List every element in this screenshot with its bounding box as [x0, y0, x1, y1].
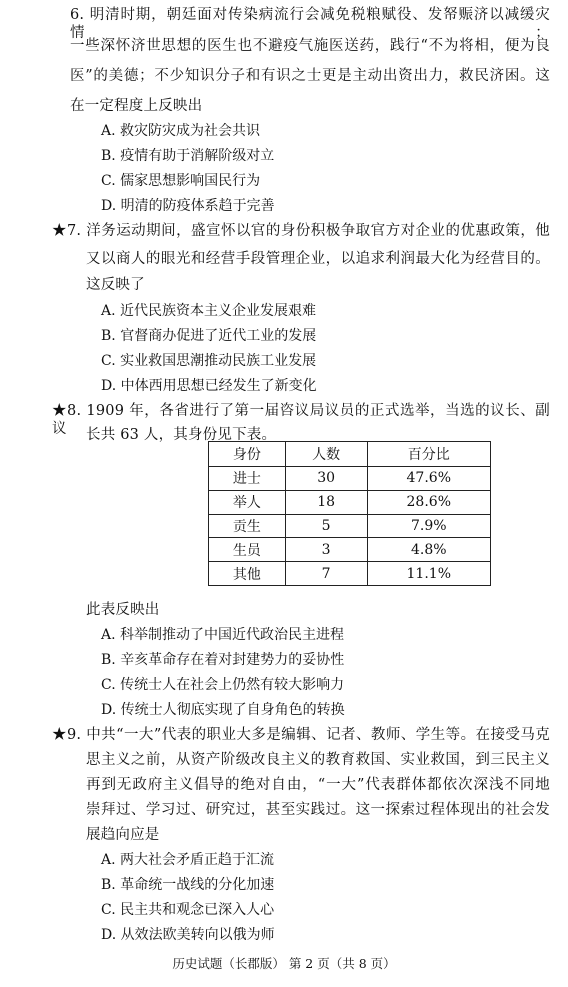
question-7-option-d: D. 中体西用思想已经发生了新变化 — [101, 378, 317, 394]
identity-table — [208, 441, 491, 586]
table-cell: 贡生 — [209, 514, 286, 538]
question-9-option-b: B. 革命统一战线的分化加速 — [101, 877, 275, 893]
question-9-line-4: 崇拜过、学习过、研究过，甚至实践过。这一探索过程体现出的社会发 — [86, 802, 550, 818]
question-7-option-a: A. 近代民族资本主义企业发展艰难 — [101, 303, 317, 319]
table-cell: 生员 — [209, 538, 286, 562]
table-cell: 18 — [285, 490, 367, 514]
question-8-line-2: 长共 63 人，其身份见下表。 — [86, 427, 277, 443]
question-9-line-2: 思主义之前，从资产阶级改良主义的教育救国、实业救国，到三民主义 — [86, 752, 550, 768]
question-6-option-d: D. 明清的防疫体系趋于完善 — [101, 198, 275, 214]
question-7-line-1: ★7. 洋务运动期间，盛宣怀以官的身份积极争取官方对企业的优惠政策，他 — [52, 223, 550, 239]
table-cell: 47.6% — [367, 467, 490, 491]
table-cell: 7 — [285, 562, 367, 586]
question-6-line-3: 医”的美德；不少知识分子和有识之士更是主动出资出力，救民济困。这 — [70, 68, 550, 84]
question-6-line-2: 一些深怀济世思想的医生也不避疫气施医送药，践行“不为将相，便为良 — [70, 38, 550, 54]
page-footer: 历史试题（长郡版） 第 2 页（共 8 页） — [172, 956, 396, 971]
table-header-row — [209, 442, 491, 467]
table-cell: 3 — [285, 538, 367, 562]
table-cell: 举人 — [209, 490, 286, 514]
question-8-option-b: B. 辛亥革命存在着对封建势力的妥协性 — [101, 652, 345, 668]
question-9-option-a: A. 两大社会矛盾正趋于汇流 — [101, 852, 275, 868]
question-9-option-c: C. 民主共和观念已深入人心 — [101, 902, 275, 918]
question-6-option-c: C. 儒家思想影响国民行为 — [101, 173, 261, 189]
question-7-option-c: C. 实业救国思潮推动民族工业发展 — [101, 353, 317, 369]
question-7-option-b: B. 官督商办促进了近代工业的发展 — [101, 328, 317, 344]
table-row — [209, 514, 491, 538]
table-cell: 5 — [285, 514, 367, 538]
table-row — [209, 538, 491, 562]
table-cell: 4.8% — [367, 538, 490, 562]
table-cell: 11.1% — [367, 562, 490, 586]
table-cell: 28.6% — [367, 490, 490, 514]
table-row — [209, 562, 491, 586]
question-9-line-1: ★9. 中共“一大”代表的职业大多是编辑、记者、教师、学生等。在接受马克 — [52, 727, 550, 743]
table-row — [209, 490, 491, 514]
question-6-line-1: 6. 明清时期，朝廷面对传染病流行会减免税粮赋役、发帑赈济以减缓灾情； — [70, 7, 550, 41]
table-header-cell: 身份 — [209, 442, 286, 467]
question-7-line-2: 又以商人的眼光和经营手段管理企业，以追求利润最大化为经营目的。 — [86, 251, 550, 267]
question-9-option-d: D. 从效法欧美转向以俄为师 — [101, 927, 275, 943]
question-8-option-a: A. 科举制推动了中国近代政治民主进程 — [101, 627, 345, 643]
question-6-option-b: B. 疫情有助于消解阶级对立 — [101, 148, 275, 164]
question-6-option-a: A. 救灾防灾成为社会共识 — [101, 123, 261, 139]
question-8-option-c: C. 传统士人在社会上仍然有较大影响力 — [101, 677, 345, 693]
table-row — [209, 467, 491, 491]
question-9-line-3: 再到无政府主义倡导的绝对自由，“一大”代表群体都依次深浅不同地 — [86, 777, 550, 793]
table-cell: 其他 — [209, 562, 286, 586]
table-cell: 30 — [285, 467, 367, 491]
question-8-line-1: ★8. 1909 年，各省进行了第一届咨议局议员的正式选举，当选的议长、副议 — [52, 403, 550, 437]
table-cell: 7.9% — [367, 514, 490, 538]
question-8-option-d: D. 传统士人彻底实现了自身角色的转换 — [101, 702, 345, 718]
question-8-after-table: 此表反映出 — [86, 602, 160, 618]
table-header-cell: 人数 — [285, 442, 367, 467]
table-header-cell: 百分比 — [367, 442, 490, 467]
question-7-line-3: 这反映了 — [86, 277, 145, 293]
table-cell: 进士 — [209, 467, 286, 491]
question-9-line-5: 展趋向应是 — [86, 827, 160, 843]
question-6-line-4: 在一定程度上反映出 — [70, 98, 203, 114]
